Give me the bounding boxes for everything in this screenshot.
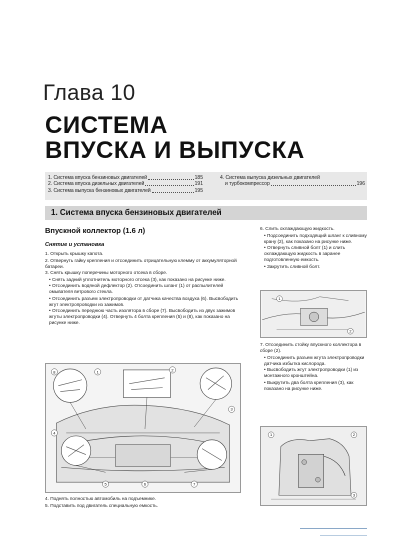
callout-label: 1 <box>96 369 99 375</box>
step-paragraph: 4. Поднять полностью автомобиль на подъемнике. <box>45 496 157 501</box>
step-paragraph: 5. Подставить под двигатель специальную емкость. <box>45 502 159 508</box>
engine-bay-illustration <box>45 363 241 493</box>
callout-label: 6 <box>143 481 147 487</box>
bullet-paragraph: • Снять задний уплотнитель моторного отсека (3), как показано на рисунке ниже. <box>49 276 226 282</box>
section-heading-bar: 1. Система впуска бензиновых двигателей <box>45 206 367 220</box>
bullet-paragraph: • Отсоединить водяной дефлектор (2). Отсоединить шланг (1) от распылителей омывателя ветрового стекла. <box>49 283 224 294</box>
toc-entry-page: 196 <box>356 181 365 188</box>
removal-installation-subheading: Снятие и установка <box>45 242 105 248</box>
toc-entry-title: 1. Система впуска бензиновых двигателей <box>48 175 148 181</box>
step-paragraph: 1. Открыть крышку капота. <box>45 251 104 256</box>
toc-entry-page: 191 <box>194 181 203 188</box>
left-text-column <box>45 226 241 327</box>
step-paragraph: 3. Снять крышку поперечины моторного отсека в сборе. <box>45 270 168 275</box>
callout-label: 4 <box>53 430 56 436</box>
toc-entry-page: 185 <box>194 175 203 181</box>
toc-entry-page: 195 <box>194 187 203 194</box>
bullet-paragraph: • Отсоединить переднюю часть изолятора в сборе (7). Высвободить из двух зажимов жгуты электропроводки (4). Отвернуть 4 болта крепления (5) и (8), как показано на рисунке ниже. <box>49 308 236 325</box>
callout-label: 5 <box>104 481 107 487</box>
bullet-paragraph: • Выкрутить два болта крепления (3), как показано на рисунке ниже. <box>264 379 354 391</box>
toc-entry-title: 2. Система впуска дизельных двигателей <box>48 181 145 188</box>
engine-bay-drawing <box>46 364 240 492</box>
toc-left-column <box>48 175 203 194</box>
coolant-drain-illustration <box>260 290 367 338</box>
intake-manifold-stay-illustration <box>260 426 367 506</box>
intake-manifold-stay-drawing <box>261 427 366 505</box>
coolant-drain-drawing <box>261 291 366 337</box>
chapter-label: Глава 10 <box>43 80 136 105</box>
toc-entry-title-continued: и турбокомпрессор <box>225 181 270 188</box>
intake-manifold-heading: Впускной коллектор (1.6 л) <box>45 226 146 235</box>
callout-label: 2 <box>171 367 174 373</box>
step-paragraph: 6. Слить охлаждающую жидкость. <box>260 226 335 231</box>
callout-label: 3 <box>352 492 356 498</box>
left-bottom-text <box>45 496 241 509</box>
chapter-title-line-1: СИСТЕМА <box>45 112 168 139</box>
step-paragraph: 2. Отвернуть гайку крепления и отсоединить отрицательную клемму от аккумуляторной батареи. <box>45 257 237 269</box>
bullet-paragraph: • Закрутить сливной болт. <box>264 263 321 269</box>
right-text-column-bottom <box>260 342 367 392</box>
bullet-paragraph: • Отсоединить разъем электропроводки от датчика качества воздуха (6). Высвободить жгут электропроводки из зажимов. <box>49 295 239 307</box>
toc-right-column <box>220 175 365 188</box>
footer-rule-left <box>300 528 367 529</box>
table-of-contents <box>45 172 367 200</box>
chapter-title-line-2: ВПУСКА И ВЫПУСКА <box>45 137 305 164</box>
bullet-paragraph: • Подсоединить подходящий шланг к сливному крану (2), как показано на рисунке ниже. <box>264 232 367 244</box>
callout-label: 8 <box>53 369 56 375</box>
bullet-paragraph: • Отсоединить разъем жгута электропроводки датчика избытка кислорода. <box>264 354 365 366</box>
callout-label: 1 <box>278 297 281 302</box>
step-paragraph: 7. Отсоединить стойку впускного коллектора в сборе (2). <box>260 342 362 353</box>
bullet-paragraph: • Отвернуть сливной болт (1) и слить охлаждающую жидкость в заранее подготовленную емкость. <box>264 245 346 262</box>
toc-entry-title: 4. Система выпуска дизельных двигателей <box>220 175 320 181</box>
callout-label: 7 <box>193 481 196 487</box>
callout-label: 3 <box>230 406 233 412</box>
callout-label: 2 <box>349 329 352 334</box>
bullet-paragraph: • Высвободить жгут электропроводки (1) из монтажного кронштейна. <box>264 367 359 378</box>
chapter-title <box>45 113 305 163</box>
toc-entry-title: 3. Система выпуска бензиновых двигателей <box>48 187 151 194</box>
right-text-column-top <box>260 226 367 270</box>
toc-entry[interactable] <box>220 181 365 187</box>
footer-rule-right <box>320 535 367 536</box>
callout-label: 1 <box>270 432 273 438</box>
callout-label: 2 <box>352 432 356 438</box>
toc-entry[interactable] <box>48 188 203 194</box>
